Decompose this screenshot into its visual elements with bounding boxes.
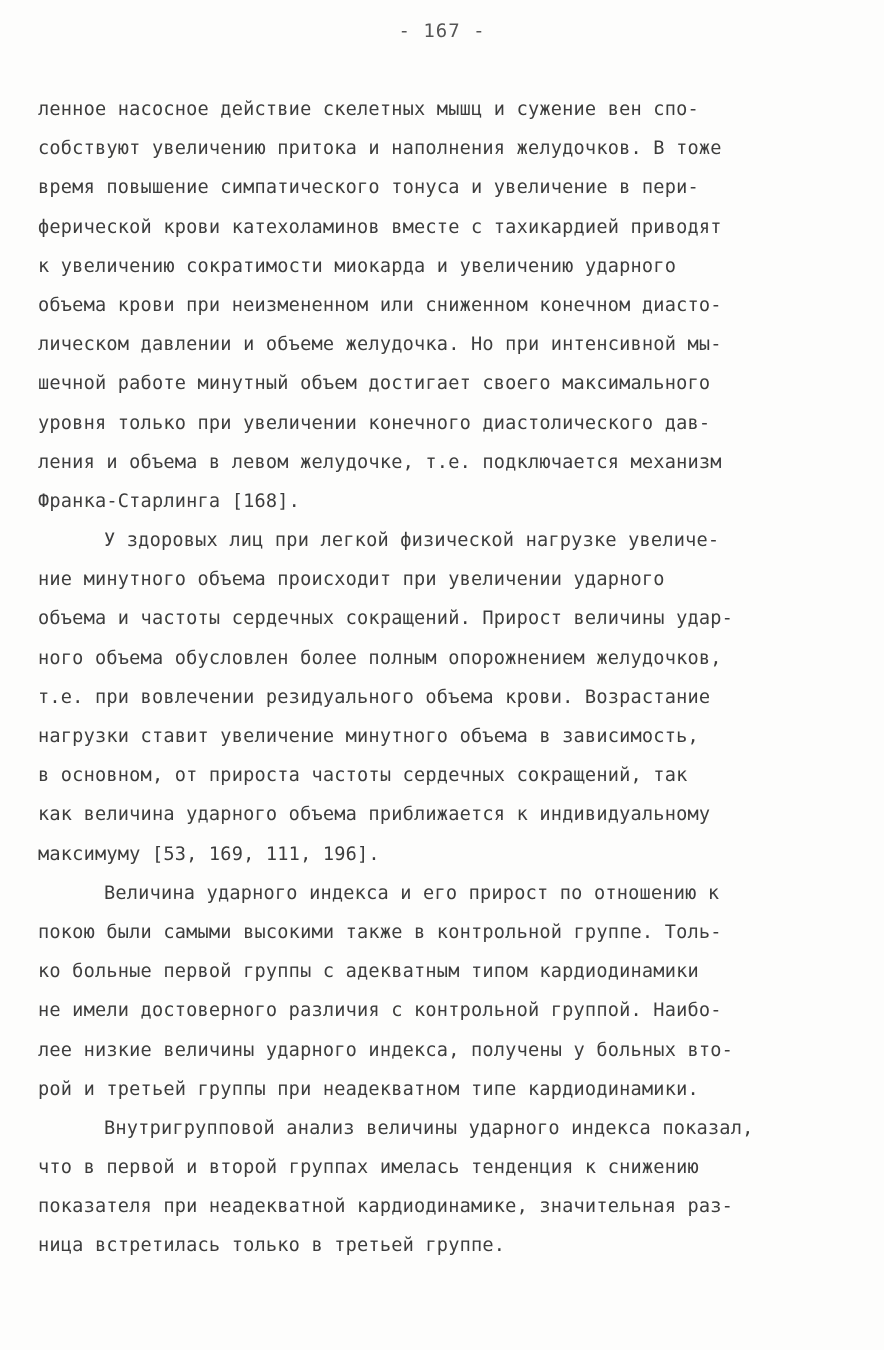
text-line: объема и частоты сердечных сокращений. Прирост величины удар- xyxy=(38,608,734,630)
text-line: не имели достоверного различия с контрольной группой. Наибо- xyxy=(38,1000,722,1022)
text-line: рой и третьей группы при неадекватном типе кардиодинамики. xyxy=(38,1078,699,1100)
page-number: - 167 - xyxy=(398,20,486,42)
text-line: шечной работе минутный объем достигает своего максимального xyxy=(38,373,711,395)
text-line: Величина ударного индекса и его прирост по отношению к xyxy=(104,882,720,904)
text-line: максимуму [53, 169, 111, 196]. xyxy=(38,843,380,865)
text-line: ферической крови катехоламинов вместе с тахикардией приводят xyxy=(38,216,722,238)
text-line: Внутригрупповой анализ величины ударного индекса показал, xyxy=(104,1117,754,1139)
text-line: ления и объема в левом желудочке, т.е. подключается механизм xyxy=(38,451,722,473)
text-line: Франка-Старлинга [168]. xyxy=(38,490,301,512)
text-line: в основном, от прироста частоты сердечных сокращений, так xyxy=(38,765,688,787)
paragraph xyxy=(38,90,838,521)
text-line: лее низкие величины ударного индекса, получены у больных вто- xyxy=(38,1039,734,1061)
text-line: покою были самыми высокими также в контрольной группе. Толь- xyxy=(38,921,722,943)
paragraph xyxy=(38,874,838,1109)
text-line: У здоровых лиц при легкой физической нагрузке увеличе- xyxy=(104,530,720,552)
text-line: ко больные первой группы с адекватным типом кардиодинамики xyxy=(38,961,699,983)
paragraph xyxy=(38,1109,838,1266)
text-line: собствуют увеличению притока и наполнения желудочков. В тоже xyxy=(38,138,722,160)
text-line: уровня только при увеличении конечного диастолического дав- xyxy=(38,412,711,434)
text-line: т.е. при вовлечении резидуального объема крови. Возрастание xyxy=(38,686,711,708)
text-line: как величина ударного объема приближается к индивидуальному xyxy=(38,804,711,826)
body-text xyxy=(38,90,838,1266)
text-line: нагрузки ставит увеличение минутного объема в зависимость, xyxy=(38,726,699,747)
text-line: ного объема обусловлен более полным опорожнением желудочков, xyxy=(38,647,722,669)
paragraph xyxy=(38,521,838,874)
text-line: что в первой и второй группах имелась тенденция к снижению xyxy=(38,1157,699,1179)
text-line: к увеличению сократимости миокарда и увеличению ударного xyxy=(38,255,677,277)
text-line: ние минутного объема происходит при увеличении ударного xyxy=(38,569,665,591)
text-line: время повышение симпатического тонуса и увеличение в пери- xyxy=(38,177,699,199)
text-line: лическом давлении и объеме желудочка. Но при интенсивной мы- xyxy=(38,334,722,356)
text-line: ница встретилась только в третьей группе. xyxy=(38,1235,506,1257)
text-line: показателя при неадекватной кардиодинамике, значительная раз- xyxy=(38,1196,734,1218)
text-line: объема крови при неизмененном или сниженном конечном диасто- xyxy=(38,294,722,316)
text-line: ленное насосное действие скелетных мышц и сужение вен спо- xyxy=(38,99,699,120)
